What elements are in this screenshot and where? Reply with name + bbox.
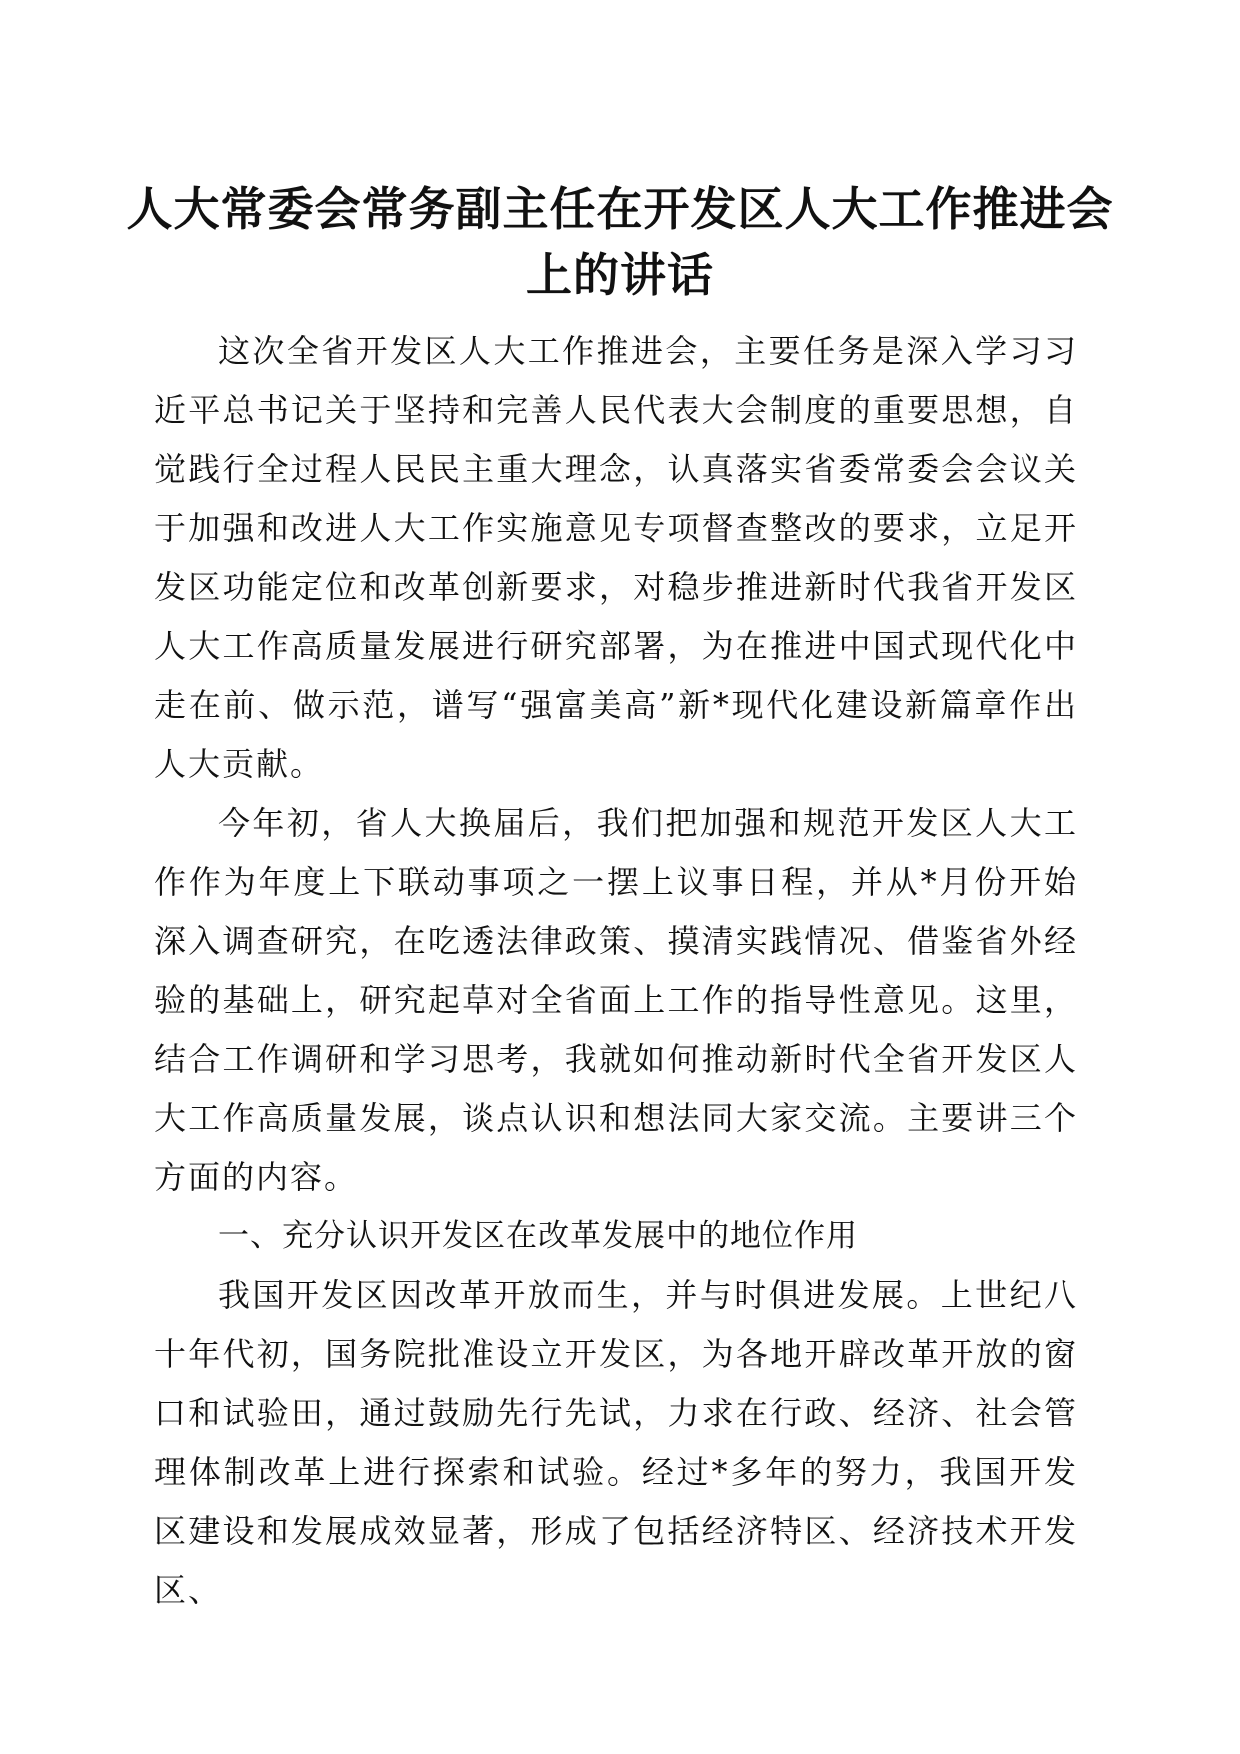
document-title: 人大常委会常务副主任在开发区人大工作推进会上的讲话 [126, 182, 1114, 302]
paragraph-intro: 这次全省开发区人大工作推进会，主要任务是深入学习习近平总书记关于坚持和完善人民代表大会制度的重要思想，自觉践行全过程人民民主重大理念，认真落实省委常委会会议关于加强和改进人大工作实施意见专项督查整改的要求，立足开发区功能定位和改革创新要求，对稳步推进新时代我省开发区人大工作高质量发展进行研究部署，为在推进中国式现代化中走在前、做示范，谱写“强富美高”新*现代化建设新篇章作出人大贡献。 [154, 332, 1078, 783]
paragraph-section-1: 我国开发区因改革开放而生，并与时俱进发展。上世纪八十年代初，国务院批准设立开发区，为各地开辟改革开放的窗口和试验田，通过鼓励先行先试，力求在行政、经济、社会管理体制改革上进行探索和试验。经过*多年的努力，我国开发区建设和发展成效显著，形成了包括经济特区、经济技术开发区、 [154, 1276, 1078, 1609]
paragraph-background: 今年初，省人大换届后，我们把加强和规范开发区人大工作作为年度上下联动事项之一摆上议事日程，并从*月份开始深入调查研究，在吃透法律政策、摸清实践情况、借鉴省外经验的基础上，研究起草对全省面上工作的指导性意见。这里，结合工作调研和学习思考，我就如何推动新时代全省开发区人大工作高质量发展，谈点认识和想法同大家交流。主要讲三个方面的内容。 [154, 804, 1078, 1196]
document-body [154, 322, 1078, 1620]
section-heading-1: 一、充分认识开发区在改革发展中的地位作用 [218, 1218, 858, 1254]
